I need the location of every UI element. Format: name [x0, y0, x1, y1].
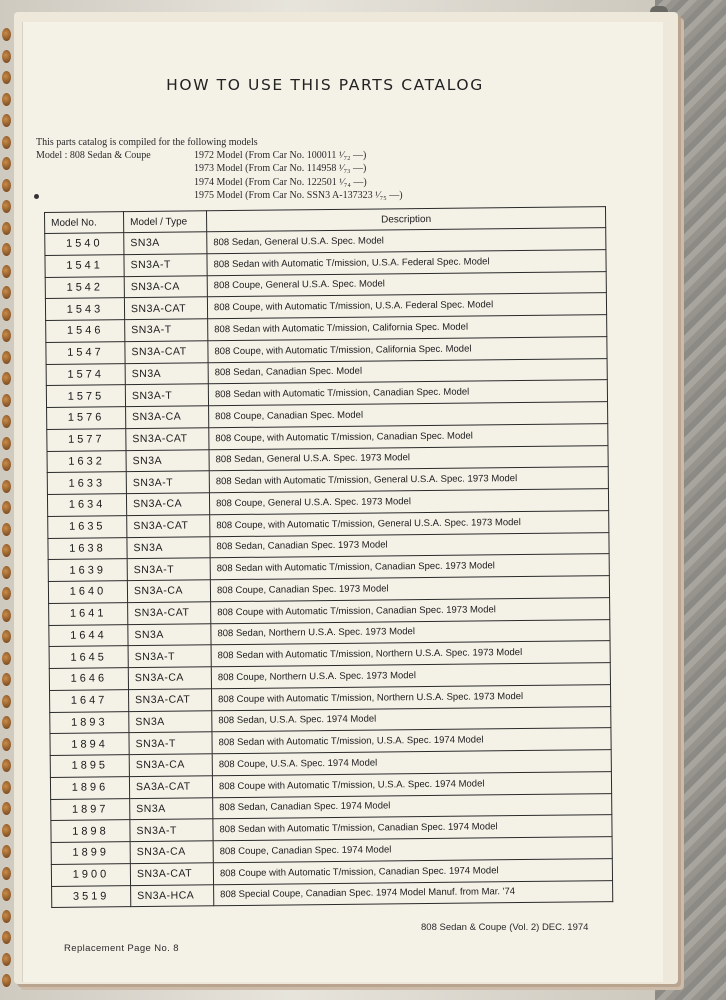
model-type-cell: SN3A-T: [124, 254, 207, 277]
description-cell: 808 Coupe, Canadian Spec. 1973 Model: [210, 576, 609, 602]
model-number-cell: 1897: [51, 798, 130, 821]
description-cell: 808 Coupe, with Automatic T/mission, California Spec. Model: [208, 336, 607, 362]
binding-ring: [2, 630, 11, 643]
model-label: Model : 808 Sedan & Coupe: [36, 150, 151, 162]
model-number-cell: 1896: [50, 776, 129, 799]
footer-replacement-page: Replacement Page No. 8: [64, 943, 179, 954]
description-cell: 808 Sedan with Automatic T/mission, Northern U.S.A. Spec. 1973 Model: [211, 641, 610, 667]
description-cell: 808 Sedan with Automatic T/mission, Canadian Spec. 1973 Model: [210, 554, 609, 580]
model-number-cell: 1634: [47, 494, 126, 517]
model-number-cell: 1899: [51, 842, 130, 865]
model-type-cell: SN3A-T: [126, 471, 209, 494]
model-number-cell: 1893: [50, 711, 129, 734]
model-number-cell: 1638: [48, 537, 127, 560]
model-number-cell: 3519: [52, 885, 131, 908]
model-table: [44, 206, 613, 908]
binding-ring: [2, 222, 11, 235]
binding-ring: [2, 566, 11, 579]
description-cell: 808 Coupe, U.S.A. Spec. 1974 Model: [212, 750, 611, 776]
binding-ring: [2, 845, 11, 858]
binding-ring: [2, 329, 11, 342]
model-type-cell: SN3A-CAT: [124, 297, 207, 320]
binding-ring: [2, 888, 11, 901]
bullet-dot: [34, 194, 39, 199]
model-type-cell: SN3A-CAT: [127, 515, 210, 538]
model-number-cell: 1895: [50, 755, 129, 778]
model-type-cell: SN3A-T: [128, 645, 211, 668]
model-number-cell: 1577: [47, 428, 126, 451]
binding-ring: [2, 265, 11, 278]
binding-ring: [2, 157, 11, 170]
description-cell: 808 Sedan with Automatic T/mission, U.S.A. Federal Spec. Model: [207, 249, 606, 275]
intro-line: This parts catalog is compiled for the following models: [36, 137, 258, 148]
model-number-cell: 1900: [51, 863, 130, 886]
model-type-cell: SN3A-T: [125, 384, 208, 407]
model-number-cell: 1644: [49, 624, 128, 647]
description-cell: 808 Sedan, Northern U.S.A. Spec. 1973 Model: [211, 619, 610, 645]
model-type-cell: SN3A-T: [129, 732, 212, 755]
binding-ring: [2, 652, 11, 665]
model-year: 1973 Model (From Car No. 114958 ¹⁄₇₃ —): [194, 163, 367, 175]
description-cell: 808 Coupe, with Automatic T/mission, U.S.A. Federal Spec. Model: [207, 293, 606, 319]
description-cell: 808 Coupe, General U.S.A. Spec. Model: [207, 271, 606, 297]
binding-ring: [2, 544, 11, 557]
binding-ring: [2, 695, 11, 708]
description-cell: 808 Special Coupe, Canadian Spec. 1974 Model Manuf. from Mar. '74: [214, 880, 613, 906]
model-number-cell: 1574: [46, 363, 125, 386]
model-year: 1974 Model (From Car No. 122501 ¹⁄₇₄ —): [194, 176, 367, 188]
model-number-cell: 1541: [45, 254, 124, 277]
binding-ring: [2, 308, 11, 321]
binding-ring: [2, 437, 11, 450]
binding-ring: [2, 931, 11, 944]
intro-block: [36, 136, 516, 202]
model-type-cell: SN3A-CAT: [128, 602, 211, 625]
binding-ring: [2, 200, 11, 213]
model-type-cell: SN3A: [127, 536, 210, 559]
description-cell: 808 Sedan, General U.S.A. Spec. Model: [207, 228, 606, 254]
binding-ring: [2, 71, 11, 84]
column-header-model-type: Model / Type: [124, 211, 207, 233]
model-number-cell: 1641: [49, 602, 128, 625]
model-type-cell: SN3A: [124, 232, 207, 255]
description-cell: 808 Sedan, Canadian Spec. 1974 Model: [213, 793, 612, 819]
binding-ring: [2, 501, 11, 514]
description-cell: 808 Coupe, Canadian Spec. 1974 Model: [213, 837, 612, 863]
model-number-cell: 1546: [46, 320, 125, 343]
description-cell: 808 Coupe with Automatic T/mission, Canadian Spec. 1974 Model: [213, 858, 612, 884]
model-number-cell: 1635: [48, 515, 127, 538]
model-type-cell: SN3A-T: [125, 319, 208, 342]
model-year-row: [36, 149, 516, 162]
model-type-cell: SN3A-CA: [126, 493, 209, 516]
description-cell: 808 Coupe with Automatic T/mission, U.S.A. Spec. 1974 Model: [212, 771, 611, 797]
model-number-cell: 1639: [48, 559, 127, 582]
binding-ring: [2, 28, 11, 41]
description-cell: 808 Sedan with Automatic T/mission, Canadian Spec. 1974 Model: [213, 815, 612, 841]
model-type-cell: SN3A-CAT: [126, 428, 209, 451]
binding-ring: [2, 824, 11, 837]
binding-ring: [2, 673, 11, 686]
model-type-cell: SN3A-T: [127, 558, 210, 581]
binding-ring: [2, 243, 11, 256]
model-number-cell: 1632: [47, 450, 126, 473]
model-number-cell: 1547: [46, 341, 125, 364]
binding-ring: [2, 716, 11, 729]
description-cell: 808 Sedan, U.S.A. Spec. 1974 Model: [212, 706, 611, 732]
description-cell: 808 Coupe, Northern U.S.A. Spec. 1973 Model: [211, 663, 610, 689]
page-title: HOW TO USE THIS PARTS CATALOG: [166, 76, 484, 94]
model-number-cell: 1540: [45, 233, 124, 256]
model-type-cell: SA3A-CAT: [129, 776, 212, 799]
binding-ring: [2, 781, 11, 794]
description-cell: 808 Coupe, with Automatic T/mission, Canadian Spec. Model: [209, 423, 608, 449]
model-type-cell: SN3A-CAT: [125, 341, 208, 364]
model-number-cell: 1542: [45, 276, 124, 299]
binding-ring: [2, 974, 11, 987]
model-number-cell: 1633: [47, 472, 126, 495]
binding-ring: [2, 136, 11, 149]
description-cell: 808 Coupe, Canadian Spec. Model: [209, 402, 608, 428]
binding-ring: [2, 867, 11, 880]
model-number-cell: 1575: [46, 385, 125, 408]
model-type-cell: SN3A-CAT: [130, 863, 213, 886]
description-cell: 808 Sedan, General U.S.A. Spec. 1973 Model: [209, 445, 608, 471]
model-number-cell: 1543: [45, 298, 124, 321]
model-type-cell: SN3A: [126, 449, 209, 472]
model-number-cell: 1894: [50, 733, 129, 756]
binding-ring: [2, 953, 11, 966]
description-cell: 808 Sedan with Automatic T/mission, California Spec. Model: [208, 315, 607, 341]
model-type-cell: SN3A-CA: [130, 841, 213, 864]
description-cell: 808 Sedan with Automatic T/mission, U.S.A. Spec. 1974 Model: [212, 728, 611, 754]
model-year: 1972 Model (From Car No. 100011 ¹⁄₇₂ —): [194, 150, 367, 162]
model-type-cell: SN3A-CA: [124, 275, 207, 298]
binding-ring: [2, 179, 11, 192]
model-year: 1975 Model (From Car No. SSN3 A-137323 ¹⁄₇₅ —): [194, 189, 403, 201]
model-type-cell: SN3A: [128, 623, 211, 646]
description-cell: 808 Sedan with Automatic T/mission, General U.S.A. Spec. 1973 Model: [209, 467, 608, 493]
binding-ring: [2, 587, 11, 600]
binding-ring: [2, 458, 11, 471]
binding-ring: [2, 372, 11, 385]
model-type-cell: SN3A: [130, 797, 213, 820]
binding-ring: [2, 910, 11, 923]
spiral-binding: [0, 0, 14, 1000]
column-header-description: Description: [206, 207, 605, 232]
binding-ring: [2, 50, 11, 63]
description-cell: 808 Sedan, Canadian Spec. 1973 Model: [210, 532, 609, 558]
model-number-cell: 1646: [49, 668, 128, 691]
binding-ring: [2, 738, 11, 751]
binding-ring: [2, 286, 11, 299]
binding-ring: [2, 523, 11, 536]
binding-ring: [2, 114, 11, 127]
model-type-cell: SN3A-CAT: [129, 689, 212, 712]
description-cell: 808 Coupe, with Automatic T/mission, General U.S.A. Spec. 1973 Model: [210, 510, 609, 536]
model-type-cell: SN3A: [125, 362, 208, 385]
model-type-cell: SN3A: [129, 710, 212, 733]
model-type-cell: SN3A-CA: [128, 667, 211, 690]
binding-ring: [2, 394, 11, 407]
description-cell: 808 Coupe with Automatic T/mission, Northern U.S.A. Spec. 1973 Model: [211, 684, 610, 710]
model-type-cell: SN3A-CA: [126, 406, 209, 429]
model-number-cell: 1898: [51, 820, 130, 843]
model-type-cell: SN3A-CA: [127, 580, 210, 603]
model-number-cell: 1647: [50, 689, 129, 712]
binding-ring: [2, 802, 11, 815]
description-cell: 808 Coupe with Automatic T/mission, Canadian Spec. 1973 Model: [211, 597, 610, 623]
binding-ring: [2, 609, 11, 622]
model-type-cell: SN3A-HCA: [131, 884, 214, 907]
binding-ring: [2, 415, 11, 428]
description-cell: 808 Sedan, Canadian Spec. Model: [208, 358, 607, 384]
model-number-cell: 1576: [47, 407, 126, 430]
binding-ring: [2, 480, 11, 493]
model-type-cell: SN3A-T: [130, 819, 213, 842]
model-type-cell: SN3A-CA: [129, 754, 212, 777]
model-number-cell: 1640: [48, 581, 127, 604]
binding-ring: [2, 351, 11, 364]
binding-ring: [2, 93, 11, 106]
description-cell: 808 Coupe, General U.S.A. Spec. 1973 Model: [209, 489, 608, 515]
footer-volume-date: 808 Sedan & Coupe (Vol. 2) DEC. 1974: [421, 922, 589, 933]
description-cell: 808 Sedan with Automatic T/mission, Canadian Spec. Model: [208, 380, 607, 406]
model-number-cell: 1645: [49, 646, 128, 669]
binding-ring: [2, 759, 11, 772]
column-header-model-no: Model No.: [45, 212, 124, 234]
